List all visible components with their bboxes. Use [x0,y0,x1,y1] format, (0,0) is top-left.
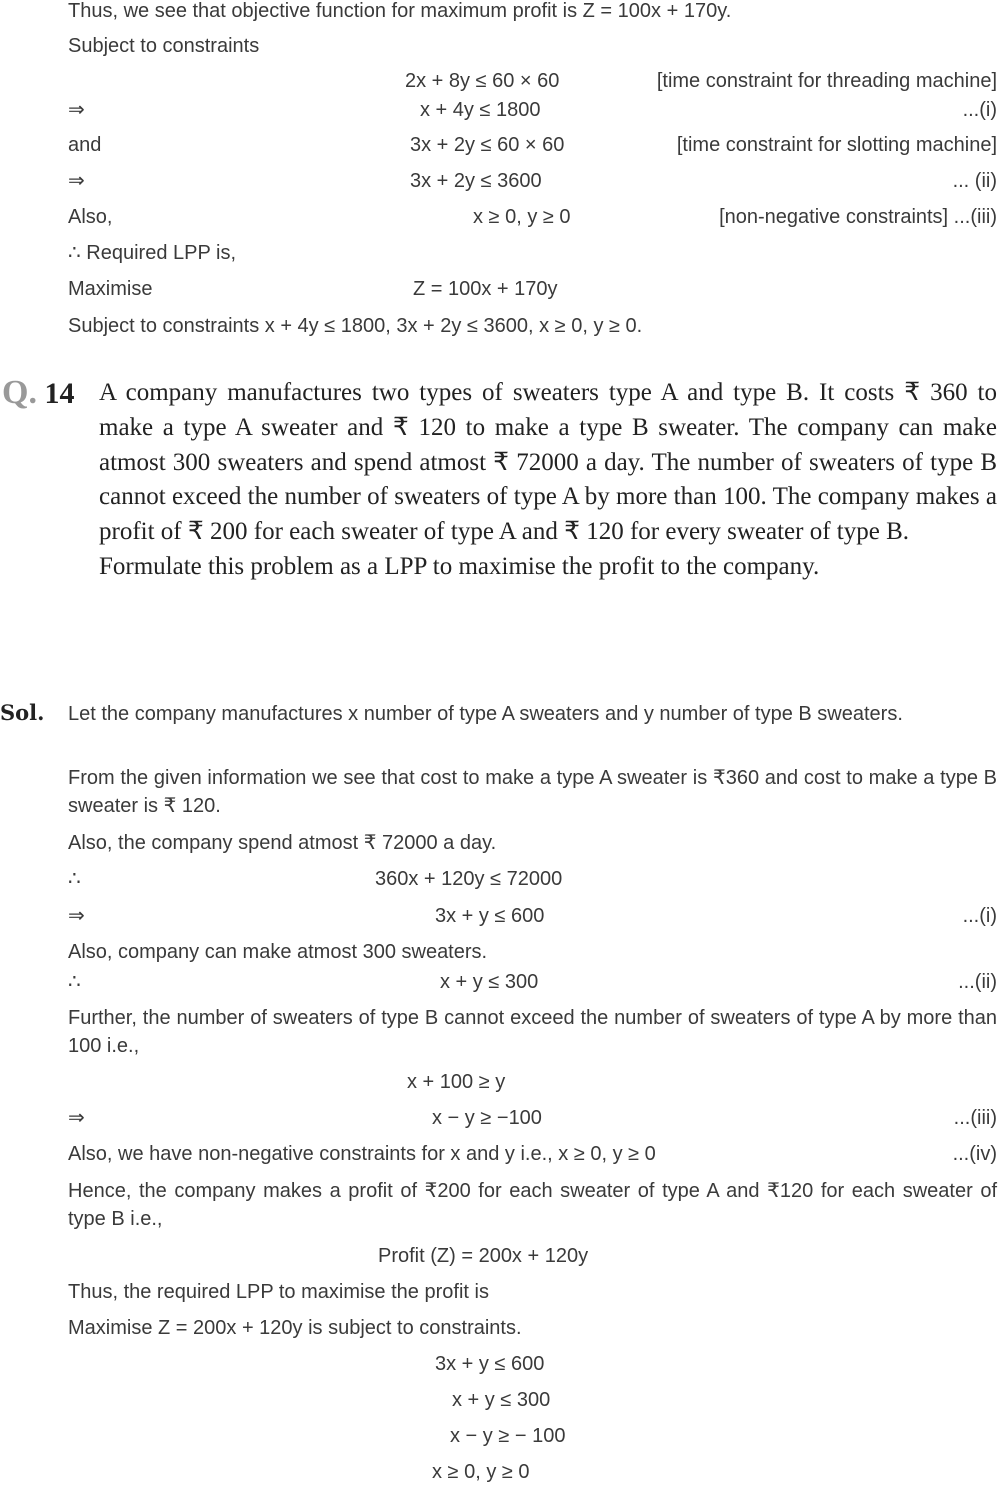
eq-number: ...(i) [962,905,997,927]
equation: 3x + y ≤ 600 [435,1353,545,1375]
constraint-line [0,1387,999,1413]
text: Thus, we see that objective function for maximum profit is Z = 100x + 170y. [68,0,732,22]
equation-line [0,204,999,230]
constraint-line [0,1351,999,1377]
equation: 360x + 120y ≤ 72000 [375,868,563,890]
equation-line [0,1105,999,1131]
equation: 3x + 2y ≤ 3600 [410,170,542,192]
q-mark: Q. [2,374,37,411]
equation-line [0,68,999,94]
text: Subject to constraints x + 4y ≤ 1800, 3x + 2y ≤ 3600, x ≥ 0, y ≥ 0. [68,315,643,337]
note: [non-negative constraints] ...(iii) [719,206,997,228]
eq-number: ...(iii) [953,1107,997,1129]
equation: 3x + y ≤ 600 [435,905,545,927]
text-line [0,33,999,59]
text-line [0,313,999,339]
label: Also, [68,206,113,228]
paragraph: Hence, the company makes a profit of ₹200 for each sweater of type A and ₹120 for each sweater of type B i.e., [68,1180,997,1230]
paragraph: Further, the number of sweaters of type B cannot exceed the number of sweaters of type A by more than 100 i.e., [68,1007,997,1057]
equation-line [0,903,999,929]
text-line [0,240,999,266]
text-line [0,939,999,965]
text: Thus, the required LPP to maximise the profit is [68,1281,489,1303]
text: Also, we have non-negative constraints for x and y i.e., x ≥ 0, y ≥ 0 [68,1143,656,1165]
equation: x + y ≤ 300 [452,1389,551,1411]
equation: x + y ≤ 300 [440,971,539,993]
solution-label: Sol. [0,700,45,725]
question-number: 14 [44,377,75,410]
question-label [2,374,74,412]
equation-line [0,1069,999,1095]
label: ∴ [68,868,81,890]
constraint-line [0,1459,999,1485]
text-line [0,830,999,856]
equation-line [0,97,999,123]
equation-line [0,866,999,892]
note: [time constraint for threading machine] [656,70,997,92]
eq-number: ...(ii) [958,971,997,993]
label: ⇒ [68,1107,85,1129]
text: ∴ Required LPP is, [68,242,236,264]
text: Also, the company spend atmost ₹ 72000 a day. [68,832,497,854]
paragraph: Let the company manufactures x number of type A sweaters and y number of type B sweaters. [68,703,903,725]
eq-number: ...(i) [962,99,997,121]
equation: 3x + 2y ≤ 60 × 60 [410,134,565,156]
eq-number: ... (ii) [952,170,997,192]
label: ⇒ [68,905,85,927]
eq-number: ...(iv) [952,1143,997,1165]
text: Subject to constraints [68,35,260,57]
label: and [68,134,102,156]
label: ∴ [68,971,81,993]
equation: x − y ≥ −100 [432,1107,542,1129]
equation: Profit (Z) = 200x + 120y [378,1245,589,1267]
equation: x ≥ 0, y ≥ 0 [432,1461,530,1483]
text-line [0,0,999,24]
text-line [0,1141,999,1167]
equation: x + 4y ≤ 1800 [420,99,541,121]
constraint-line [0,1423,999,1449]
equation-line [0,1243,999,1269]
equation: Z = 100x + 170y [413,278,558,300]
equation: x + 100 ≥ y [407,1071,506,1093]
label: ⇒ [68,99,85,121]
question-body: A company manufactures two types of sweaters type A and type B. It costs ₹ 360 to make a type A sweater and ₹ 120 to make a type B sweater. The company can make atmost 300 sweaters and spend atmost ₹ 72000 a day. The number of sweaters of type B cannot exceed the number of sweaters of type A by more than 100. The company makes a profit of ₹ 200 for each sweater of type A and ₹ 120 for every sweater of type B. [99,379,997,546]
text: Also, company can make atmost 300 sweaters. [68,941,488,963]
label: ⇒ [68,170,85,192]
paragraph: From the given information we see that cost to make a type A sweater is ₹360 and cost to make a type B sweater is ₹ 120. [68,767,997,817]
question-text [99,376,997,585]
label: Maximise [68,278,153,300]
equation-line [0,969,999,995]
equation: x − y ≥ − 100 [450,1425,566,1447]
question-task: Formulate this problem as a LPP to maximise the profit to the company. [99,552,820,580]
equation: 2x + 8y ≤ 60 × 60 [405,70,560,92]
note: [time constraint for slotting machine] [676,134,997,156]
equation-line [0,276,999,302]
text: Maximise Z = 200x + 120y is subject to constraints. [68,1317,522,1339]
text-line [0,1279,999,1305]
text-line [0,1315,999,1341]
equation-line [0,132,999,158]
equation-line [0,168,999,194]
equation: x ≥ 0, y ≥ 0 [473,206,571,228]
